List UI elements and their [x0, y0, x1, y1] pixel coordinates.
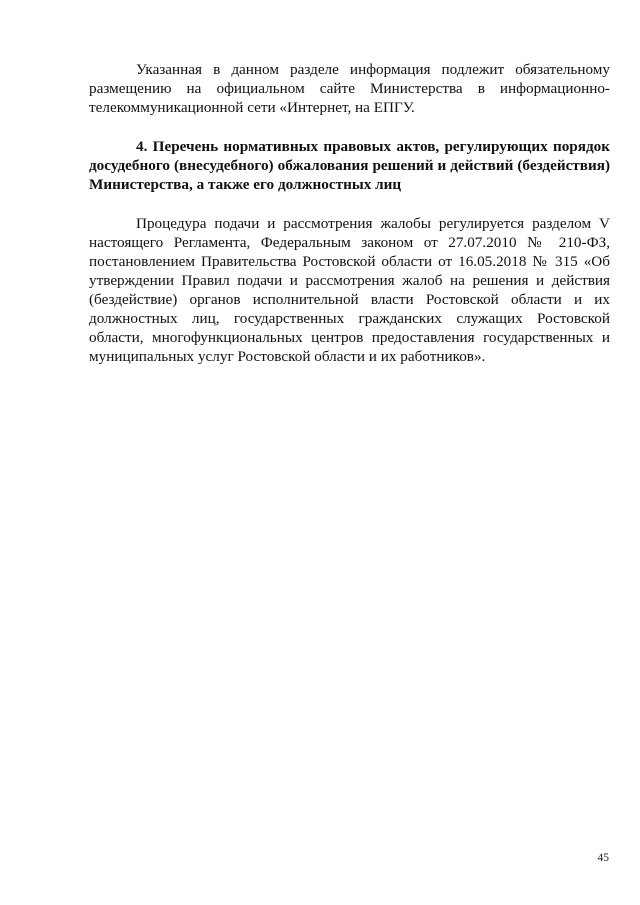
section-heading: 4. Перечень нормативных правовых актов, регулирующих порядок досудебного (внесудебного) обжалования решений и действий (бездействия) Министерства, а также его должностных лиц — [89, 138, 610, 193]
page-content — [89, 60, 610, 366]
intro-paragraph: Указанная в данном разделе информация подлежит обязательному размещению на официальном сайте Министерства в информационно-телекоммуникационной сети «Интернет, на ЕПГУ. — [89, 61, 610, 116]
body-paragraph: Процедура подачи и рассмотрения жалобы регулируется разделом V настоящего Регламента, Федеральным законом от 27.07.2010 № 210-ФЗ, постановлением Правительства Ростовской области от 16.05.2018 № 315 «Об утверждении Правил подачи и рассмотрения жалоб на решения и действия (бездействие) органов исполнительной власти Ростовской области и их должностных лиц, государственных гражданских служащих Ростовской области, многофункциональных центров предоставления государственных и муниципальных услуг Ростовской области и их работников». — [89, 215, 610, 365]
page-number: 45 — [597, 852, 609, 864]
